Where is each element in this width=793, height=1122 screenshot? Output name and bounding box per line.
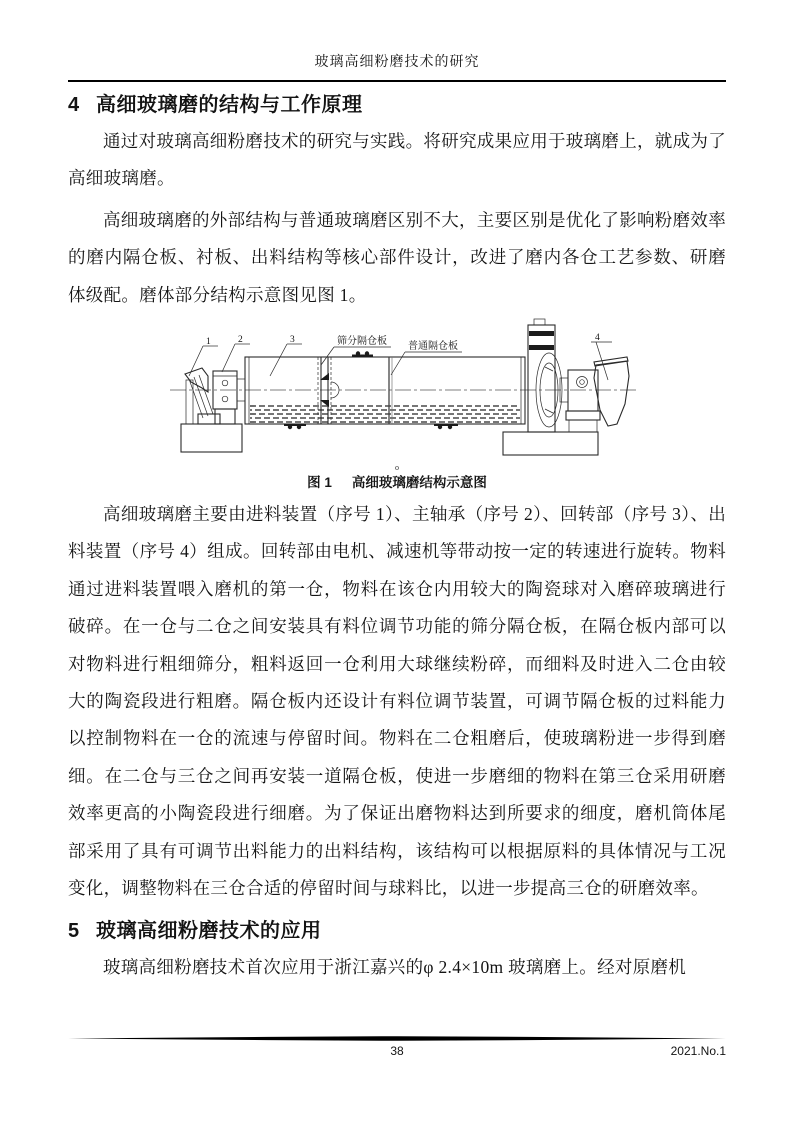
paragraph-application: 玻璃高细粉磨技术首次应用于浙江嘉兴的φ 2.4×10m 玻璃磨上。经对原磨机 xyxy=(103,956,687,977)
footer-text-row xyxy=(68,1044,726,1058)
part-label-3 xyxy=(270,335,302,376)
paragraph-working-principle: 高细玻璃磨主要由进料装置（序号 1）、主轴承（序号 2）、回转部（序号 3）、出料装置（序号 4）组成。回转部由电机、减速机等带动按一定的转速进行旋转。物料通过进料装置喂入磨机的第一仓，物料在该仓内用较大的陶瓷球对入磨碎玻璃进行破碎。在一仓与二仓之间安装具有料位调节功能的筛分隔仓板，在隔仓板内部可以对物料进行粗细筛分，粗料返回一仓利用大球继续粉碎，而细料及时进入二仓由较大的陶瓷段进行粗磨。隔仓板内还设计有料位调节装置，可调节隔仓板的过料能力以控制物料在一仓的流速与停留时间。物料在二仓粗磨后，使玻璃粉进一步得到磨细。在二仓与三仓之间再安装一道隔仓板，使进一步磨细的物料在第三仓采用研磨效率更高的小陶瓷段进行细磨。为了保证出磨物料达到所要求的细度，磨机筒体尾部采用了具有可调节出料能力的出料结构，该结构可以根据原料的具体情况与工况变化，调整物料在三仓合适的停留时间与球料比，以进一步提高三仓的研磨效率。 xyxy=(68,504,726,899)
section-heading-4 xyxy=(68,92,726,119)
part-label-4 xyxy=(591,333,612,380)
part-number-4: 4 xyxy=(595,333,600,344)
part-number-1: 1 xyxy=(206,337,211,348)
paragraph-intro: 通过对玻璃高细粉磨技术的研究与实践。将研究成果应用于玻璃磨上，就成为了高细玻璃磨。 xyxy=(68,131,726,189)
drive-stand xyxy=(528,319,562,432)
section-title: 玻璃高细粉磨技术的应用 xyxy=(96,919,322,942)
mill-structure-drawing xyxy=(168,318,638,463)
footer-rule xyxy=(68,1036,726,1041)
paragraph-structure-overview: 高细玻璃磨的外部结构与普通玻璃磨区别不大，主要区别是优化了影响粉磨效率的磨内隔仓板、衬板、出料结构等核心部件设计，改进了磨内各仓工艺参数、研磨体级配。磨体部分结构示意图见图 1。 xyxy=(68,209,726,305)
figure-drawing-holder xyxy=(168,318,638,463)
ordinary-partition-label: 普通隔仓板 xyxy=(408,341,458,353)
discharge-device xyxy=(594,357,629,426)
figure-caption-text: 高细玻璃磨结构示意图 xyxy=(351,475,487,491)
annotation-screen-partition xyxy=(321,334,391,365)
figure-1 xyxy=(68,318,726,492)
feed-base-block xyxy=(181,424,242,452)
figure-caption xyxy=(68,474,726,492)
section-title: 高细玻璃磨的结构与工作原理 xyxy=(96,94,363,116)
part-label-2 xyxy=(222,335,250,372)
screen-partition-label: 筛分隔仓板 xyxy=(337,336,387,348)
grinding-media xyxy=(250,406,520,422)
section-heading-5 xyxy=(68,918,726,945)
part-number-3: 3 xyxy=(290,335,295,346)
section-number: 4 xyxy=(68,94,80,116)
issue-label: 2021.No.1 xyxy=(670,1044,727,1058)
main-bearing-left xyxy=(213,371,245,424)
page-footer xyxy=(68,1036,726,1058)
running-head-title: 玻璃高细粉磨技术的研究 xyxy=(314,55,480,70)
figure-caption-label: 图 1 xyxy=(307,475,332,491)
section-number: 5 xyxy=(68,919,80,942)
part-number-2: 2 xyxy=(238,335,243,346)
discharge-base-block xyxy=(503,432,598,455)
page-number: 38 xyxy=(390,1044,404,1058)
header-rule xyxy=(68,80,726,82)
figure-tiny-mark: o xyxy=(395,463,399,473)
